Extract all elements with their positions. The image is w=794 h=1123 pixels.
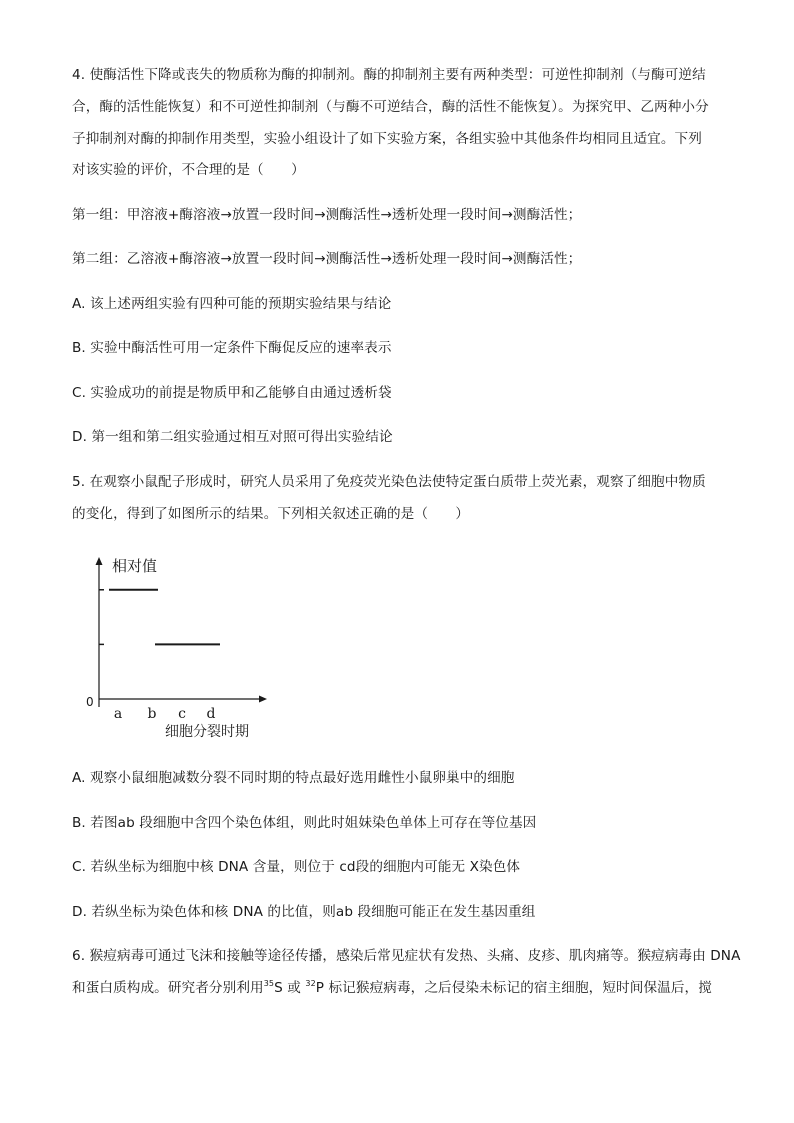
q5-option-a: A. 观察小鼠细胞减数分裂不同时期的特点最好选用雌性小鼠卵巢中的细胞 (72, 770, 515, 786)
y-axis (96, 557, 103, 707)
q4-stem-line-1: 4. 使酶活性下降或丧失的物质称为酶的抑制剂。酶的抑制剂主要有两种类型：可逆性抑制剂（与酶可逆结 (72, 67, 706, 83)
sulfur-mass-number: 35 (263, 979, 275, 988)
y-axis-label: 相对值 (112, 557, 158, 575)
x-axis-label: 细胞分裂时期 (165, 724, 249, 740)
q5-option-d: D. 若纵坐标为染色体和核 DNA 的比值，则ab 段细胞可能正在发生基因重组 (72, 904, 536, 920)
q4-stem-line-2: 合，酶的活性能恢复）和不可逆性抑制剂（与酶不可逆结合，酶的活性不能恢复）。为探究甲、乙两种小分 (72, 99, 709, 115)
q5-stem-line-2: 的变化，得到了如图所示的结果。下列相关叙述正确的是（ ） (72, 506, 470, 522)
origin-label: 0 (86, 695, 94, 709)
q4-option-c: C. 实验成功的前提是物质甲和乙能够自由通过透析袋 (72, 385, 392, 401)
q5-option-c: C. 若纵坐标为细胞中核 DNA 含量，则位于 cd段的细胞内可能无 X染色体 (72, 859, 521, 875)
q4-option-a: A. 该上述两组实验有四种可能的预期实验结果与结论 (72, 296, 392, 312)
relative-value-chart (80, 552, 280, 752)
q6-stem-line-2-part-b: P 标记猴痘病毒，之后侵染未标记的宿主细胞，短时间保温后，搅 (315, 980, 712, 996)
chart-marks (99, 590, 220, 645)
x-tick-c: c (178, 706, 186, 722)
x-tick-b: b (147, 706, 157, 722)
q4-option-d: D. 第一组和第二组实验通过相互对照可得出实验结论 (72, 429, 393, 445)
x-tick-d: d (206, 706, 216, 722)
q4-option-b: B. 实验中酶活性可用一定条件下酶促反应的速率表示 (72, 340, 392, 356)
q4-stem-line-3: 子抑制剂对酶的抑制作用类型，实验小组设计了如下实验方案，各组实验中其他条件均相同且适宜。下列 (72, 131, 702, 147)
x-axis (99, 696, 267, 703)
sulfur-symbol: S 或 (274, 980, 306, 996)
q6-stem-line-2 (72, 978, 712, 998)
phosphorus-mass-number: 32 (305, 979, 316, 988)
q6-stem-line-1: 6. 猴痘病毒可通过飞沫和接触等途径传播，感染后常见症状有发热、头痛、皮疹、肌肉痛等。猴痘病毒由 DNA (72, 948, 741, 964)
q4-stem-line-4: 对该实验的评价，不合理的是（ ） (72, 162, 305, 178)
q6-stem-line-2-part-a: 和蛋白质构成。研究者分别利用 (72, 980, 264, 996)
x-tick-a: a (113, 706, 123, 722)
q5-stem-line-1: 5. 在观察小鼠配子形成时，研究人员采用了免疫荧光染色法使特定蛋白质带上荧光素，观察了细胞中物质 (72, 474, 706, 490)
q4-group-2: 第二组：乙溶液+酶溶液→放置一段时间→测酶活性→透析处理一段时间→测酶活性； (72, 251, 582, 267)
q4-group-1: 第一组：甲溶液+酶溶液→放置一段时间→测酶活性→透析处理一段时间→测酶活性； (72, 207, 582, 223)
q5-option-b: B. 若图ab 段细胞中含四个染色体组，则此时姐妹染色单体上可存在等位基因 (72, 815, 537, 831)
x-tick-labels (114, 706, 216, 722)
